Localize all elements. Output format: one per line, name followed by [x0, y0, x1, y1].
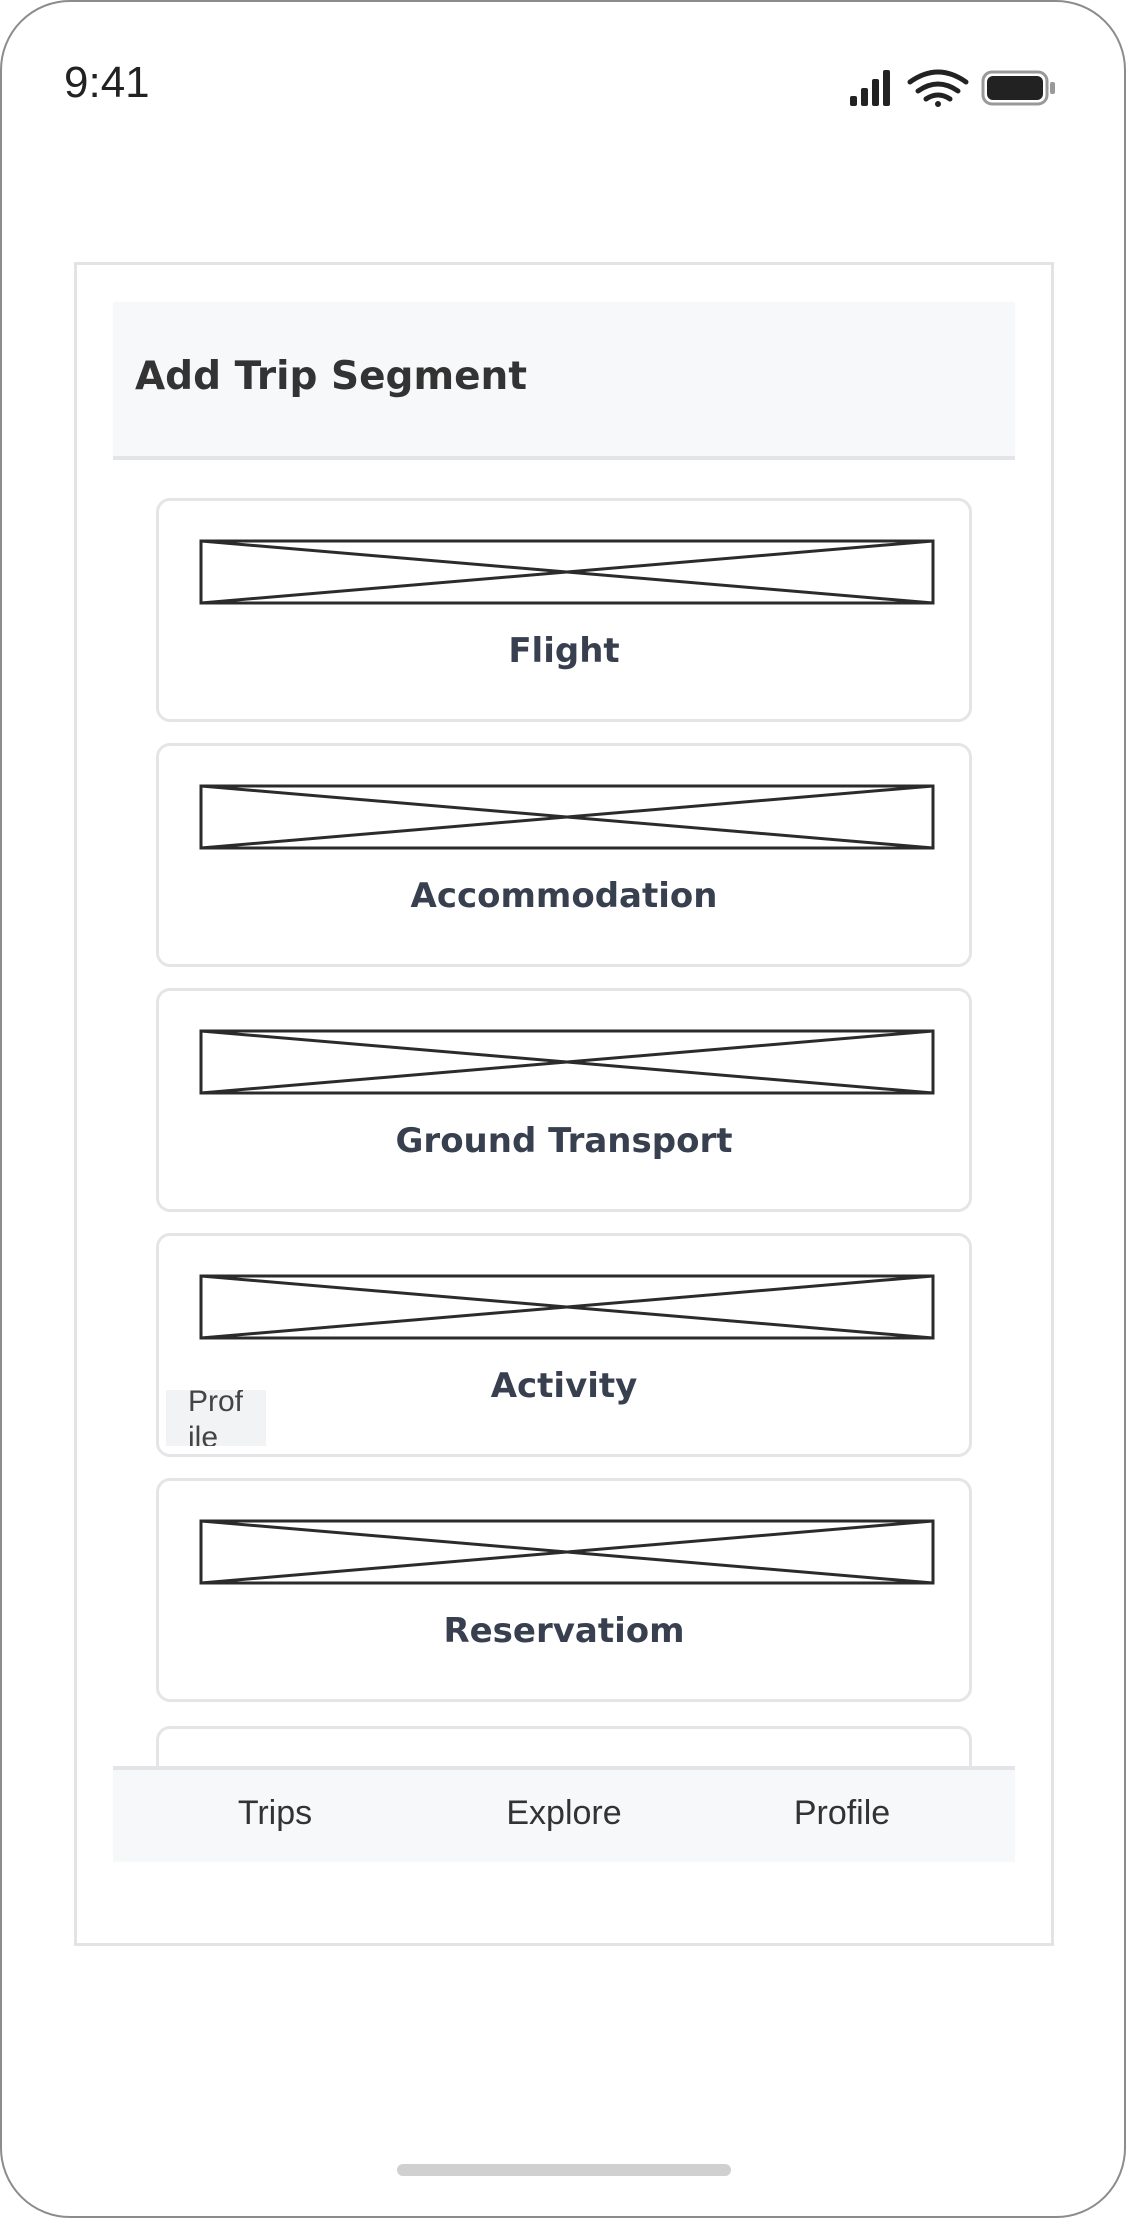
- segment-label: Flight: [508, 631, 620, 671]
- bottom-tab-bar: [113, 1766, 1015, 1862]
- page-header: [113, 302, 1015, 460]
- segment-card-activity[interactable]: [156, 1233, 972, 1457]
- page-title: Add Trip Segment: [135, 354, 527, 399]
- segment-card-ground-transport[interactable]: [156, 988, 972, 1212]
- status-bar: [0, 0, 1128, 180]
- segment-label: Accommodation: [410, 876, 718, 916]
- tab-explore[interactable]: Explore: [506, 1794, 622, 1832]
- image-placeholder-icon: [199, 1029, 935, 1095]
- home-indicator[interactable]: [397, 2164, 731, 2176]
- segment-list[interactable]: [113, 462, 1015, 1767]
- battery-icon: [983, 72, 1055, 104]
- image-placeholder-icon: [199, 1274, 935, 1340]
- image-placeholder-icon: [199, 1519, 935, 1585]
- wifi-icon: [910, 72, 966, 107]
- segment-label: Activity: [490, 1366, 638, 1406]
- segment-card-accommodation[interactable]: [156, 743, 972, 967]
- segment-card-flight[interactable]: [156, 498, 972, 722]
- status-icons: [848, 68, 1058, 108]
- image-placeholder-icon: [199, 539, 935, 605]
- segment-card-partial[interactable]: [156, 1726, 972, 1767]
- segment-label: Reservatiom: [443, 1611, 685, 1651]
- tab-trips[interactable]: Trips: [237, 1794, 313, 1832]
- tab-profile[interactable]: Profile: [793, 1794, 891, 1832]
- segment-label: Ground Transport: [395, 1121, 733, 1161]
- segment-card-reservation[interactable]: [156, 1478, 972, 1702]
- fragment-label: Profile: [188, 1390, 244, 1446]
- signal-icon: [850, 70, 890, 106]
- floating-profile-fragment[interactable]: [166, 1390, 266, 1446]
- status-time: 9:41: [64, 58, 150, 107]
- image-placeholder-icon: [199, 784, 935, 850]
